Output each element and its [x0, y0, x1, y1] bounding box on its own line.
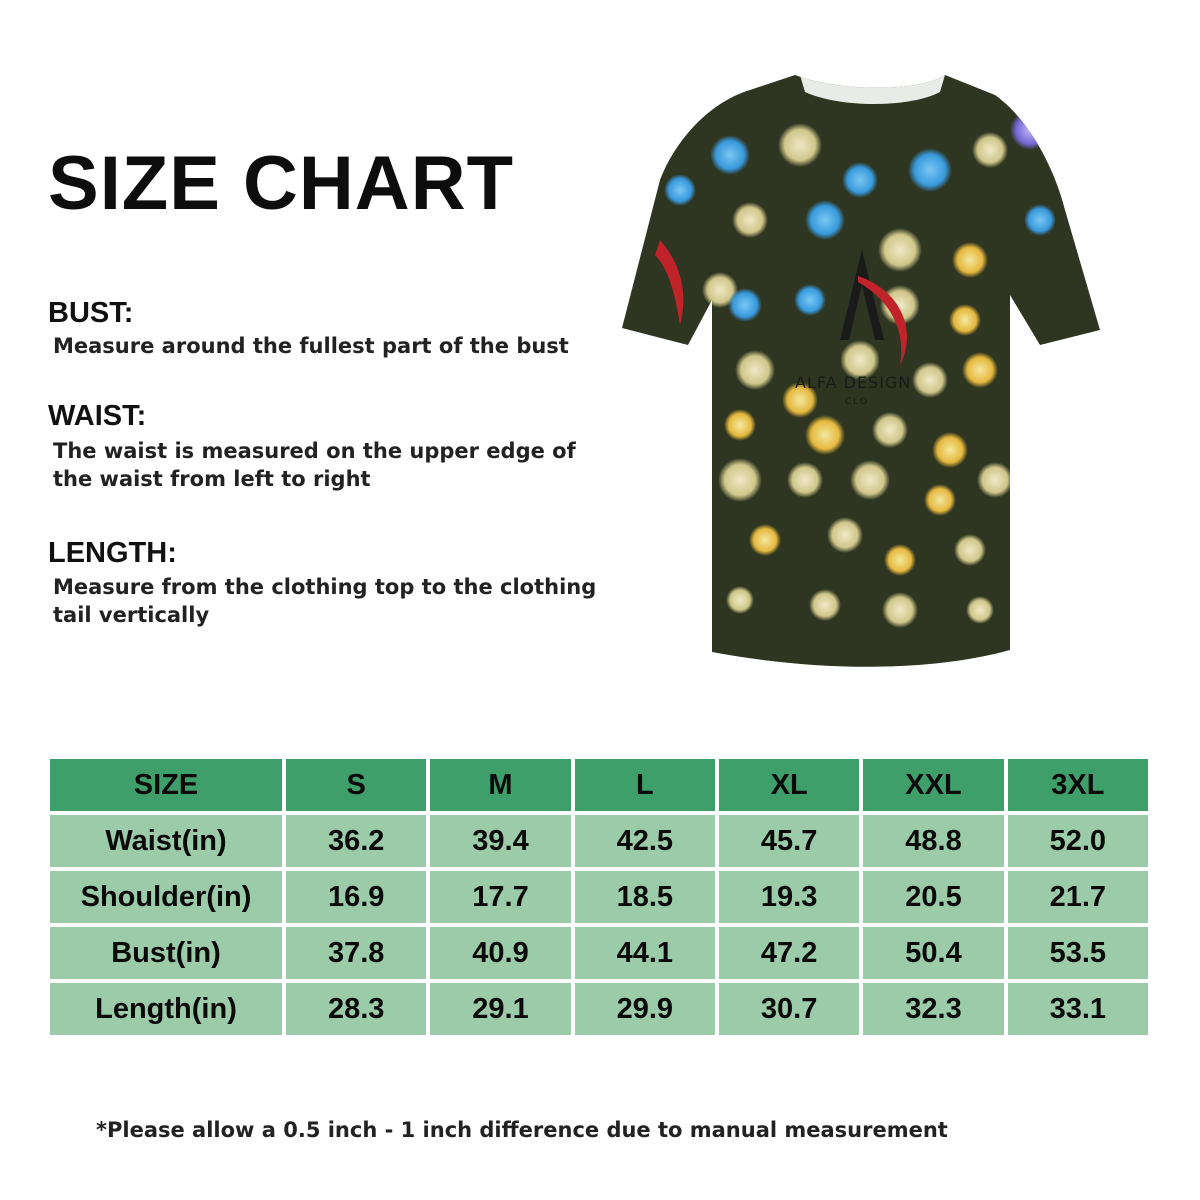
table-cell: 18.5 [575, 871, 715, 923]
table-cell: 33.1 [1008, 983, 1148, 1035]
table-cell: 39.4 [430, 815, 570, 867]
table-cell: 36.2 [286, 815, 426, 867]
table-cell: 45.7 [719, 815, 859, 867]
waist-description: The waist is measured on the upper edge of the waist from left to right [53, 439, 576, 491]
row-label: Length(in) [50, 983, 282, 1035]
table-cell: 20.5 [863, 871, 1003, 923]
table-cell: 21.7 [1008, 871, 1148, 923]
table-cell: 37.8 [286, 927, 426, 979]
header-cell: SIZE [50, 759, 282, 811]
bust-heading: BUST: [48, 297, 134, 329]
table-cell: 40.9 [430, 927, 570, 979]
bust-description: Measure around the fullest part of the bust [53, 334, 569, 358]
table-cell: 44.1 [575, 927, 715, 979]
logo-text: ALFA DESIGN [795, 373, 912, 392]
header-cell: S [286, 759, 426, 811]
table-cell: 16.9 [286, 871, 426, 923]
table-cell: 30.7 [719, 983, 859, 1035]
logo-subtext: CLO [845, 397, 870, 407]
header-cell: XL [719, 759, 859, 811]
measurement-note: *Please allow a 0.5 inch - 1 inch difference due to manual measurement [96, 1118, 948, 1142]
row-label: Shoulder(in) [50, 871, 282, 923]
row-label: Waist(in) [50, 815, 282, 867]
tshirt-image [600, 60, 1200, 680]
table-row [50, 815, 1148, 867]
table-cell: 32.3 [863, 983, 1003, 1035]
table-cell: 28.3 [286, 983, 426, 1035]
table-cell: 50.4 [863, 927, 1003, 979]
length-heading: LENGTH: [48, 537, 177, 569]
table-cell: 17.7 [430, 871, 570, 923]
header-cell: XXL [863, 759, 1003, 811]
header-cell: 3XL [1008, 759, 1148, 811]
table-cell: 19.3 [719, 871, 859, 923]
header-cell: L [575, 759, 715, 811]
size-chart-title: SIZE CHART [48, 141, 514, 226]
table-cell: 53.5 [1008, 927, 1148, 979]
size-table [46, 755, 1152, 1039]
waist-heading: WAIST: [48, 400, 147, 432]
table-cell: 29.9 [575, 983, 715, 1035]
table-row [50, 927, 1148, 979]
table-cell: 42.5 [575, 815, 715, 867]
row-label: Bust(in) [50, 927, 282, 979]
table-row [50, 983, 1148, 1035]
table-header-row [50, 759, 1148, 811]
length-description: Measure from the clothing top to the clothing tail vertically [53, 575, 597, 627]
table-row [50, 871, 1148, 923]
table-cell: 48.8 [863, 815, 1003, 867]
table-cell: 29.1 [430, 983, 570, 1035]
table-cell: 52.0 [1008, 815, 1148, 867]
table-cell: 47.2 [719, 927, 859, 979]
header-cell: M [430, 759, 570, 811]
